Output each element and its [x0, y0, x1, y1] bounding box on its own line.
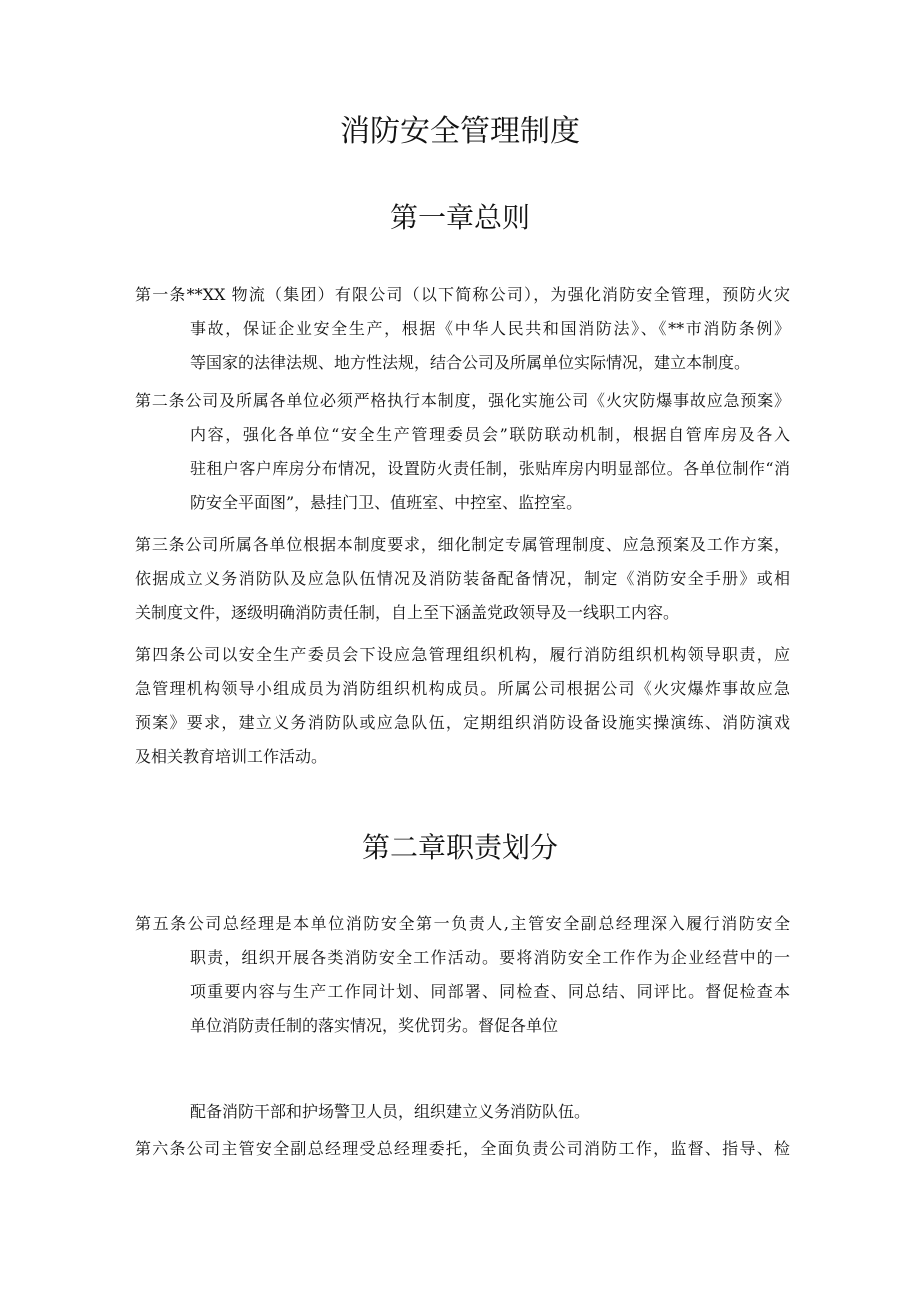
article-1-line: 第一条**XX 物流（集团）有限公司（以下简称公司），为强化消防安全管理，预防火灾: [135, 285, 790, 304]
article-5-line: 第五条公司总经理是本单位消防安全第一负责人,主管安全副总经理深入履行消防安全: [135, 914, 790, 933]
article-3: [135, 535, 790, 637]
article-3-line: 第三条公司所属各单位根据本制度要求，细化制定专属管理制度、应急预案及工作方案，: [135, 535, 790, 554]
article-1-line: 等国家的法律法规、地方性法规，结合公司及所属单位实际情况，建立本制度。: [190, 353, 751, 372]
article-2-line: 防安全平面图”，悬挂门卫、值班室、中控室、监控室。: [190, 493, 583, 512]
article-2-line: 内容，强化各单位“安全生产管理委员会”联防联动机制，根据自管库房及各入: [190, 425, 790, 444]
article-4-line: 急管理机构领导小组成员为消防组织机构成员。所属公司根据公司《火灾爆炸事故应急: [135, 679, 790, 698]
article-4: [135, 645, 790, 781]
article-2: [135, 391, 790, 527]
article-5: [135, 914, 790, 1050]
article-2-line: 第二条公司及所属各单位必须严格执行本制度，强化实施公司《火灾防爆事故应急预案》: [135, 391, 790, 410]
article-4-line: 预案》要求，建立义务消防队或应急队伍，定期组织消防设备设施实操演练、消防演戏: [135, 713, 790, 732]
article-5-continued: [135, 1102, 790, 1136]
article-1: [135, 285, 790, 387]
article-6-line: 第六条公司主管安全副总经理受总经理委托，全面负责公司消防工作，监督、指导、检: [135, 1139, 790, 1158]
article-5-continued-line: 配备消防干部和护场警卫人员，组织建立义务消防队伍。: [190, 1102, 591, 1121]
article-2-line: 驻租户客户库房分布情况，设置防火责任制，张贴库房内明显部位。各单位制作“消: [190, 459, 790, 478]
article-5-line: 职责，组织开展各类消防安全工作活动。要将消防安全工作作为企业经营中的一: [190, 948, 790, 967]
article-1-line: 事故，保证企业安全生产，根据《中华人民共和国消防法》、《**市消防条例》: [190, 319, 790, 338]
article-4-line: 及相关教育培训工作活动。: [135, 747, 328, 766]
article-6: [135, 1139, 790, 1173]
article-5-line: 项重要内容与生产工作同计划、同部署、同检查、同总结、同评比。督促检查本: [190, 982, 790, 1001]
document-title: 消防安全管理制度: [340, 114, 580, 149]
article-3-line: 关制度文件，逐级明确消防责任制，自上至下涵盖党政领导及一线职工内容。: [135, 603, 680, 622]
chapter-1-title: 第一章总则: [389, 201, 530, 234]
chapter-2-title: 第二章职责划分: [361, 831, 558, 864]
article-5-line: 单位消防责任制的落实情况，奖优罚劣。督促各单位: [190, 1016, 559, 1035]
article-4-line: 第四条公司以安全生产委员会下设应急管理组织机构，履行消防组织机构领导职责，应: [135, 645, 790, 664]
article-3-line: 依据成立义务消防队及应急队伍情况及消防装备配备情况，制定《消防安全手册》或相: [135, 569, 790, 588]
